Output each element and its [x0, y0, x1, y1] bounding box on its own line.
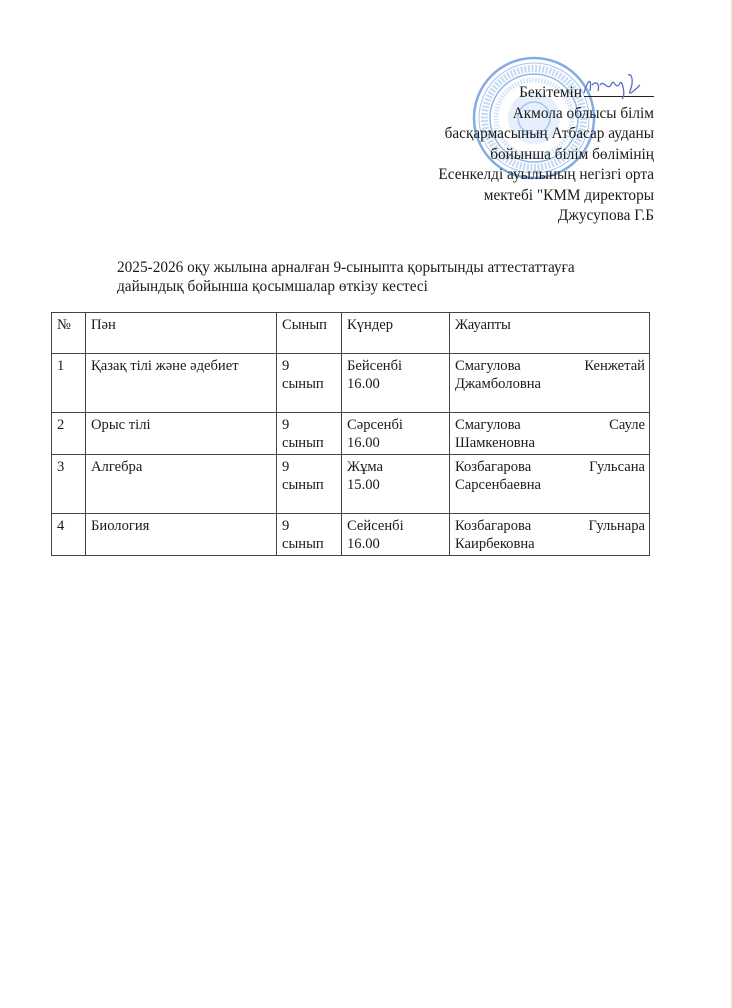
row-day [342, 514, 450, 556]
day-name: Бейсенбі [347, 358, 403, 374]
header-subject: Пән [86, 313, 277, 354]
resp-patronymic: Шамкеновна [455, 435, 535, 451]
class-number: 9 [282, 459, 290, 475]
class-word: сынып [282, 477, 324, 493]
row-class [277, 413, 342, 455]
approval-line-3: бойынша білім бөлімінің [490, 145, 654, 163]
class-number: 9 [282, 518, 290, 534]
row-day [342, 455, 450, 514]
row-subject: Биология [86, 514, 277, 556]
row-class [277, 455, 342, 514]
resp-name: Сауле [609, 417, 645, 433]
approval-block [334, 83, 654, 227]
class-number: 9 [282, 417, 290, 433]
header-days: Күндер [342, 313, 450, 354]
class-number: 9 [282, 358, 290, 374]
row-subject: Орыс тілі [86, 413, 277, 455]
resp-surname: Смагулова [455, 358, 521, 374]
row-number: 4 [52, 514, 86, 556]
table-row [52, 354, 650, 413]
row-number: 1 [52, 354, 86, 413]
resp-patronymic: Джамболовна [455, 376, 542, 392]
resp-surname: Козбагарова [455, 459, 532, 475]
day-time: 16.00 [347, 536, 380, 552]
row-responsible [450, 354, 650, 413]
row-class [277, 514, 342, 556]
header-number: № [52, 313, 86, 354]
day-name: Сәрсенбі [347, 417, 403, 433]
approval-line-5: мектебі "КММ директоры [483, 186, 654, 204]
resp-surname: Козбагарова [455, 518, 532, 534]
resp-surname: Смагулова [455, 417, 521, 433]
row-responsible [450, 413, 650, 455]
approve-label: Бекітемін [519, 84, 582, 101]
day-name: Сейсенбі [347, 518, 404, 534]
row-day [342, 413, 450, 455]
resp-name: Гульнара [588, 518, 645, 534]
row-responsible [450, 514, 650, 556]
approval-line-1: Акмола облысы білім [512, 104, 654, 122]
approver-name: Джусупова Г.Б [557, 207, 654, 224]
class-word: сынып [282, 376, 324, 392]
table-row [52, 413, 650, 455]
title-line-1: 2025-2026 оқу жылына арналған 9-сыныпта қорытынды аттестаттауға [117, 259, 575, 276]
header-responsible: Жауапты [450, 313, 650, 354]
row-day [342, 354, 450, 413]
title-line-2: дайындық бойынша қосымшалар өткізу кестесі [117, 278, 428, 295]
resp-patronymic: Сарсенбаевна [455, 477, 542, 493]
day-time: 15.00 [347, 477, 380, 493]
table-row [52, 455, 650, 514]
table-row [52, 514, 650, 556]
resp-name: Гульсана [589, 459, 645, 475]
day-time: 16.00 [347, 435, 380, 451]
class-word: сынып [282, 536, 324, 552]
signature [578, 71, 648, 101]
schedule-table [51, 312, 650, 556]
row-class [277, 354, 342, 413]
row-number: 2 [52, 413, 86, 455]
day-time: 16.00 [347, 376, 380, 392]
approve-line [334, 83, 654, 104]
class-word: сынып [282, 435, 324, 451]
day-name: Жұма [347, 459, 383, 475]
row-responsible [450, 455, 650, 514]
approval-line-2: басқармасының Атбасар ауданы [444, 125, 654, 142]
header-class: Сынып [277, 313, 342, 354]
resp-name: Кенжетай [584, 358, 645, 374]
table-header-row [52, 313, 650, 354]
row-number: 3 [52, 455, 86, 514]
row-subject: Қазақ тілі және әдебиет [86, 354, 277, 413]
row-subject: Алгебра [86, 455, 277, 514]
document-title [117, 258, 677, 296]
approval-line-4: Есенкелді ауылының негізгі орта [438, 166, 654, 183]
resp-patronymic: Каирбековна [455, 536, 535, 552]
